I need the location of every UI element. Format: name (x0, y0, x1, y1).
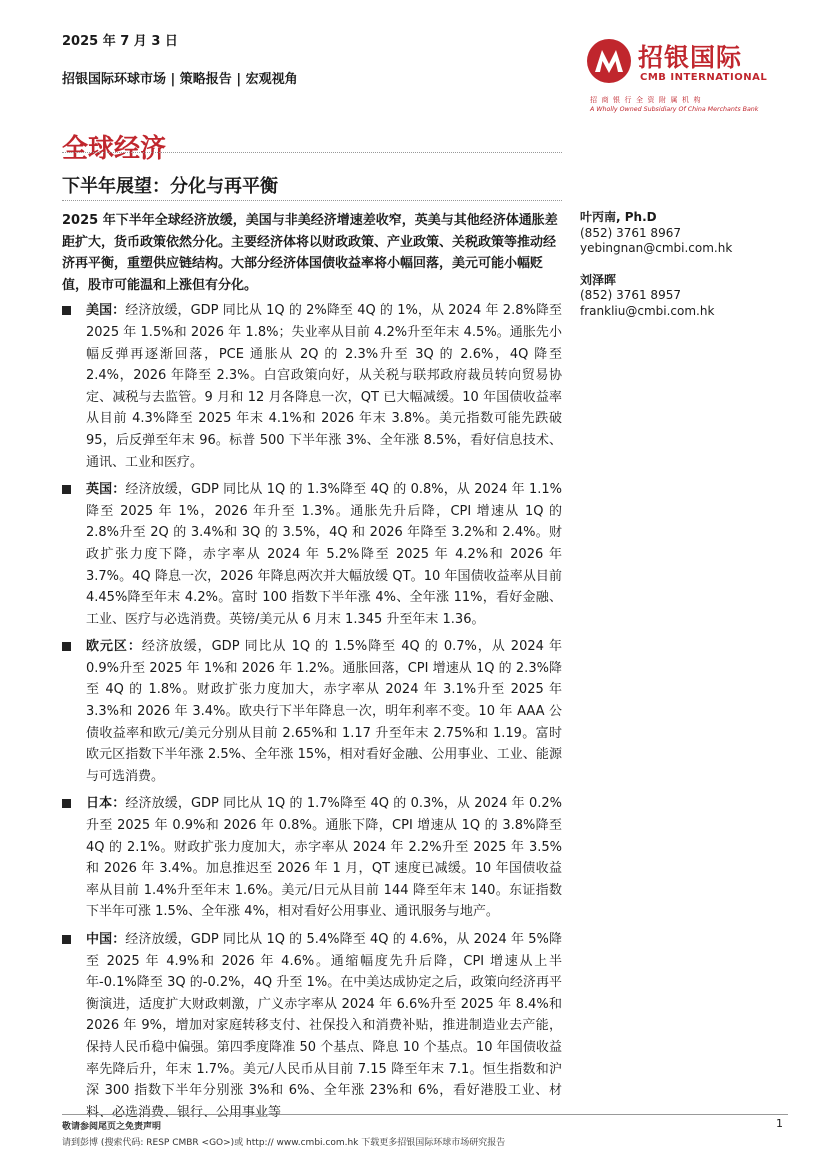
analyst-card (580, 273, 780, 320)
footer-divider (62, 1114, 788, 1115)
analyst-email-link[interactable]: frankliu@cmbi.com.hk (580, 303, 715, 318)
report-date: 2025 年 7 月 3 日 (62, 34, 178, 49)
region-text: 经济放缓，GDP 同比从 1Q 的 1.3%降至 4Q 的 0.8%，从 2024 年 1.1%降至 2025 年 1%，2026 年升至 1.3%。通胀先升后降，CPI 增速从 1Q 的 2.8%升至 2Q 的 3.4%和 3Q 的 3.5%，4Q 和 2026 年降至 3.2%和 2.4%。财政扩张力度下降，赤字率从 2024 年 5.2%降至 2025 年 4.2%和 2026 年 3.7%。4Q 降息一次，2026 年降息两次并大幅放缓 QT。10 年国债收益率从目前 4.45%降至年末 4.2%。富时 100 指数下半年涨 4%、全年涨 11%，看好金融、工业、医疗与必选消费。英镑/美元从 6 月末 1.345 升至年末 1.36。 (86, 482, 562, 627)
square-bullet-icon (62, 935, 71, 944)
square-bullet-icon (62, 306, 71, 315)
region-text: 经济放缓，GDP 同比从 1Q 的 5.4%降至 4Q 的 4.6%，从 2024 年 5%降至 2025 年 4.9%和 2026 年 4.6%。通缩幅度先升后降，CPI 增速从上半年-0.1%降至 3Q 的-0.2%，4Q 升至 1%。在中美达成协定之后，政策向经济再平衡演进，适度扩大财政刺激，广义赤字率从 2024 年 6.6%升至 2025 年 8.4%和 2026 年 9%，增加对家庭转移支付、社保投入和消费补贴，推进制造业去产能，保持人民币稳中偏强。第四季度降准 50 个基点、降息 10 个基点。10 年国债收益率先降后升，年末 1.7%。美元/人民币从目前 7.15 降至年末 7.1。恒生指数和沪深 300 指数下半年分别涨 3%和 6%、全年涨 23%和 6%，看好港股工业、材料、必选消费、银行、公用事业等 (86, 932, 562, 1120)
region-uk (62, 479, 562, 630)
divider (62, 152, 562, 153)
summary-paragraph: 2025 年下半年全球经济放缓，美国与非美经济增速差收窄，英美与其他经济体通胀差距扩大，货币政策依然分化。主要经济体将以财政政策、产业政策、关税政策等推动经济再平衡，重塑供应链结构。大部分经济体国债收益率将小幅回落，美元可能小幅贬值，股市可能温和上涨但有分化。 (62, 213, 558, 293)
region-china (62, 929, 562, 1123)
analyst-name: 刘泽晖 (580, 272, 617, 287)
square-bullet-icon (62, 799, 71, 808)
region-text: 经济放缓，GDP 同比从 1Q 的 1.7%降至 4Q 的 0.3%，从 2024 年 0.2%升至 2025 年 0.9%和 2026 年 0.8%。通胀下降，CPI 增速从 1Q 的 3.8%降至 4Q 的 2.1%。财政扩张力度加大，赤字率从 2024 年 2.2%升至 2025 年 3.5%和 2026 年 3.4%。加息推迟至 2026 年 1 月，QT 速度已减缓。10 年国债收益率从目前 1.4%升至年末 1.6%。美元/日元从目前 144 降至年末 140。东证指数下半年可涨 1.5%、全年涨 4%，相对看好公用事业、通讯服务与地产。 (86, 796, 562, 920)
region-us (62, 300, 562, 473)
breadcrumb: 招银国际环球市场 | 策略报告 | 宏观视角 (62, 72, 298, 87)
square-bullet-icon (62, 642, 71, 651)
cmbi-logo (586, 36, 776, 118)
region-text: 经济放缓，GDP 同比从 1Q 的 1.5%降至 4Q 的 0.7%，从 2024 年 0.9%升至 2025 年 1%和 2026 年 1.2%。通胀回落，CPI 增速从 1Q 的 2.3%降至 4Q 的 1.8%。财政扩张力度加大，赤字率从 2024 年 3.1%升至 2025 年 3.3%和 2026 年 3.4%。欧央行下半年降息一次，明年利率不变。10 年 AAA 公债收益率和欧元/美元分别从目前 2.65%和 1.17 升至年末 2.75%和 1.19。富时欧元区指数下半年涨 2.5%、全年涨 15%，相对看好金融、公用事业、工业、能源与可选消费。 (86, 639, 562, 784)
brand-tagline-en: A Wholly Owned Subsidiary Of China Merchants Bank (590, 106, 759, 113)
square-bullet-icon (62, 485, 71, 494)
region-name: 美国： (86, 303, 126, 319)
analyst-card (580, 210, 780, 257)
footer-bloomberg-note: 请到彭博 (搜索代码: RESP CMBR <GO>)或 http:// www.cmbi.com.hk 下载更多招银国际环球市场研究报告 (62, 1138, 506, 1148)
region-name: 英国： (86, 482, 126, 498)
brand-tagline-cn: 招商银行全资附属机构 (590, 96, 705, 104)
region-name: 欧元区： (86, 639, 142, 655)
region-eurozone (62, 636, 562, 787)
region-name: 中国： (86, 932, 126, 947)
section-title: 全球经济 (62, 134, 167, 164)
page-number: 1 (776, 1117, 783, 1130)
report-body (62, 210, 562, 1129)
analyst-name: 叶丙南, Ph.D (580, 210, 657, 224)
region-japan (62, 793, 562, 923)
brand-name-en: CMB INTERNATIONAL (640, 72, 768, 83)
region-name: 日本： (86, 796, 126, 812)
report-title: 下半年展望：分化与再平衡 (62, 176, 278, 197)
divider (62, 200, 562, 201)
cmbi-logo-icon (586, 38, 632, 84)
region-text: 经济放缓，GDP 同比从 1Q 的 2%降至 4Q 的 1%，从 2024 年 2.8%降至 2025 年 1.5%和 2026 年 1.8%；失业率从目前 4.2%升至年末 4.5%。通胀先小幅反弹再逐渐回落，PCE 通胀从 2Q 的 2.3%升至 3Q 的 2.6%，4Q 降至 2.4%，2026 年降至 2.3%。白宫政策向好，从关税与联邦政府裁员转向贸易协定、减税与去监管。9 月和 12 月各降息一次，QT 已大幅减缓。10 年国债收益率从目前 4.3%降至 2025 年末 4.1%和 2026 年末 3.8%。美元指数可能先跌破 95，后反弹至年末 96。标普 500 下半年涨 3%、全年涨 8.5%，看好信息技术、通讯、工业和医疗。 (86, 303, 562, 470)
footer-disclaimer: 敬请参阅尾页之免责声明 (62, 1122, 162, 1132)
analyst-phone: (852) 3761 8957 (580, 288, 681, 302)
analyst-phone: (852) 3761 8967 (580, 225, 681, 240)
analyst-sidebar (580, 210, 780, 335)
analyst-email-link[interactable]: yebingnan@cmbi.com.hk (580, 241, 733, 255)
brand-name-cn: 招银国际 (638, 43, 743, 72)
